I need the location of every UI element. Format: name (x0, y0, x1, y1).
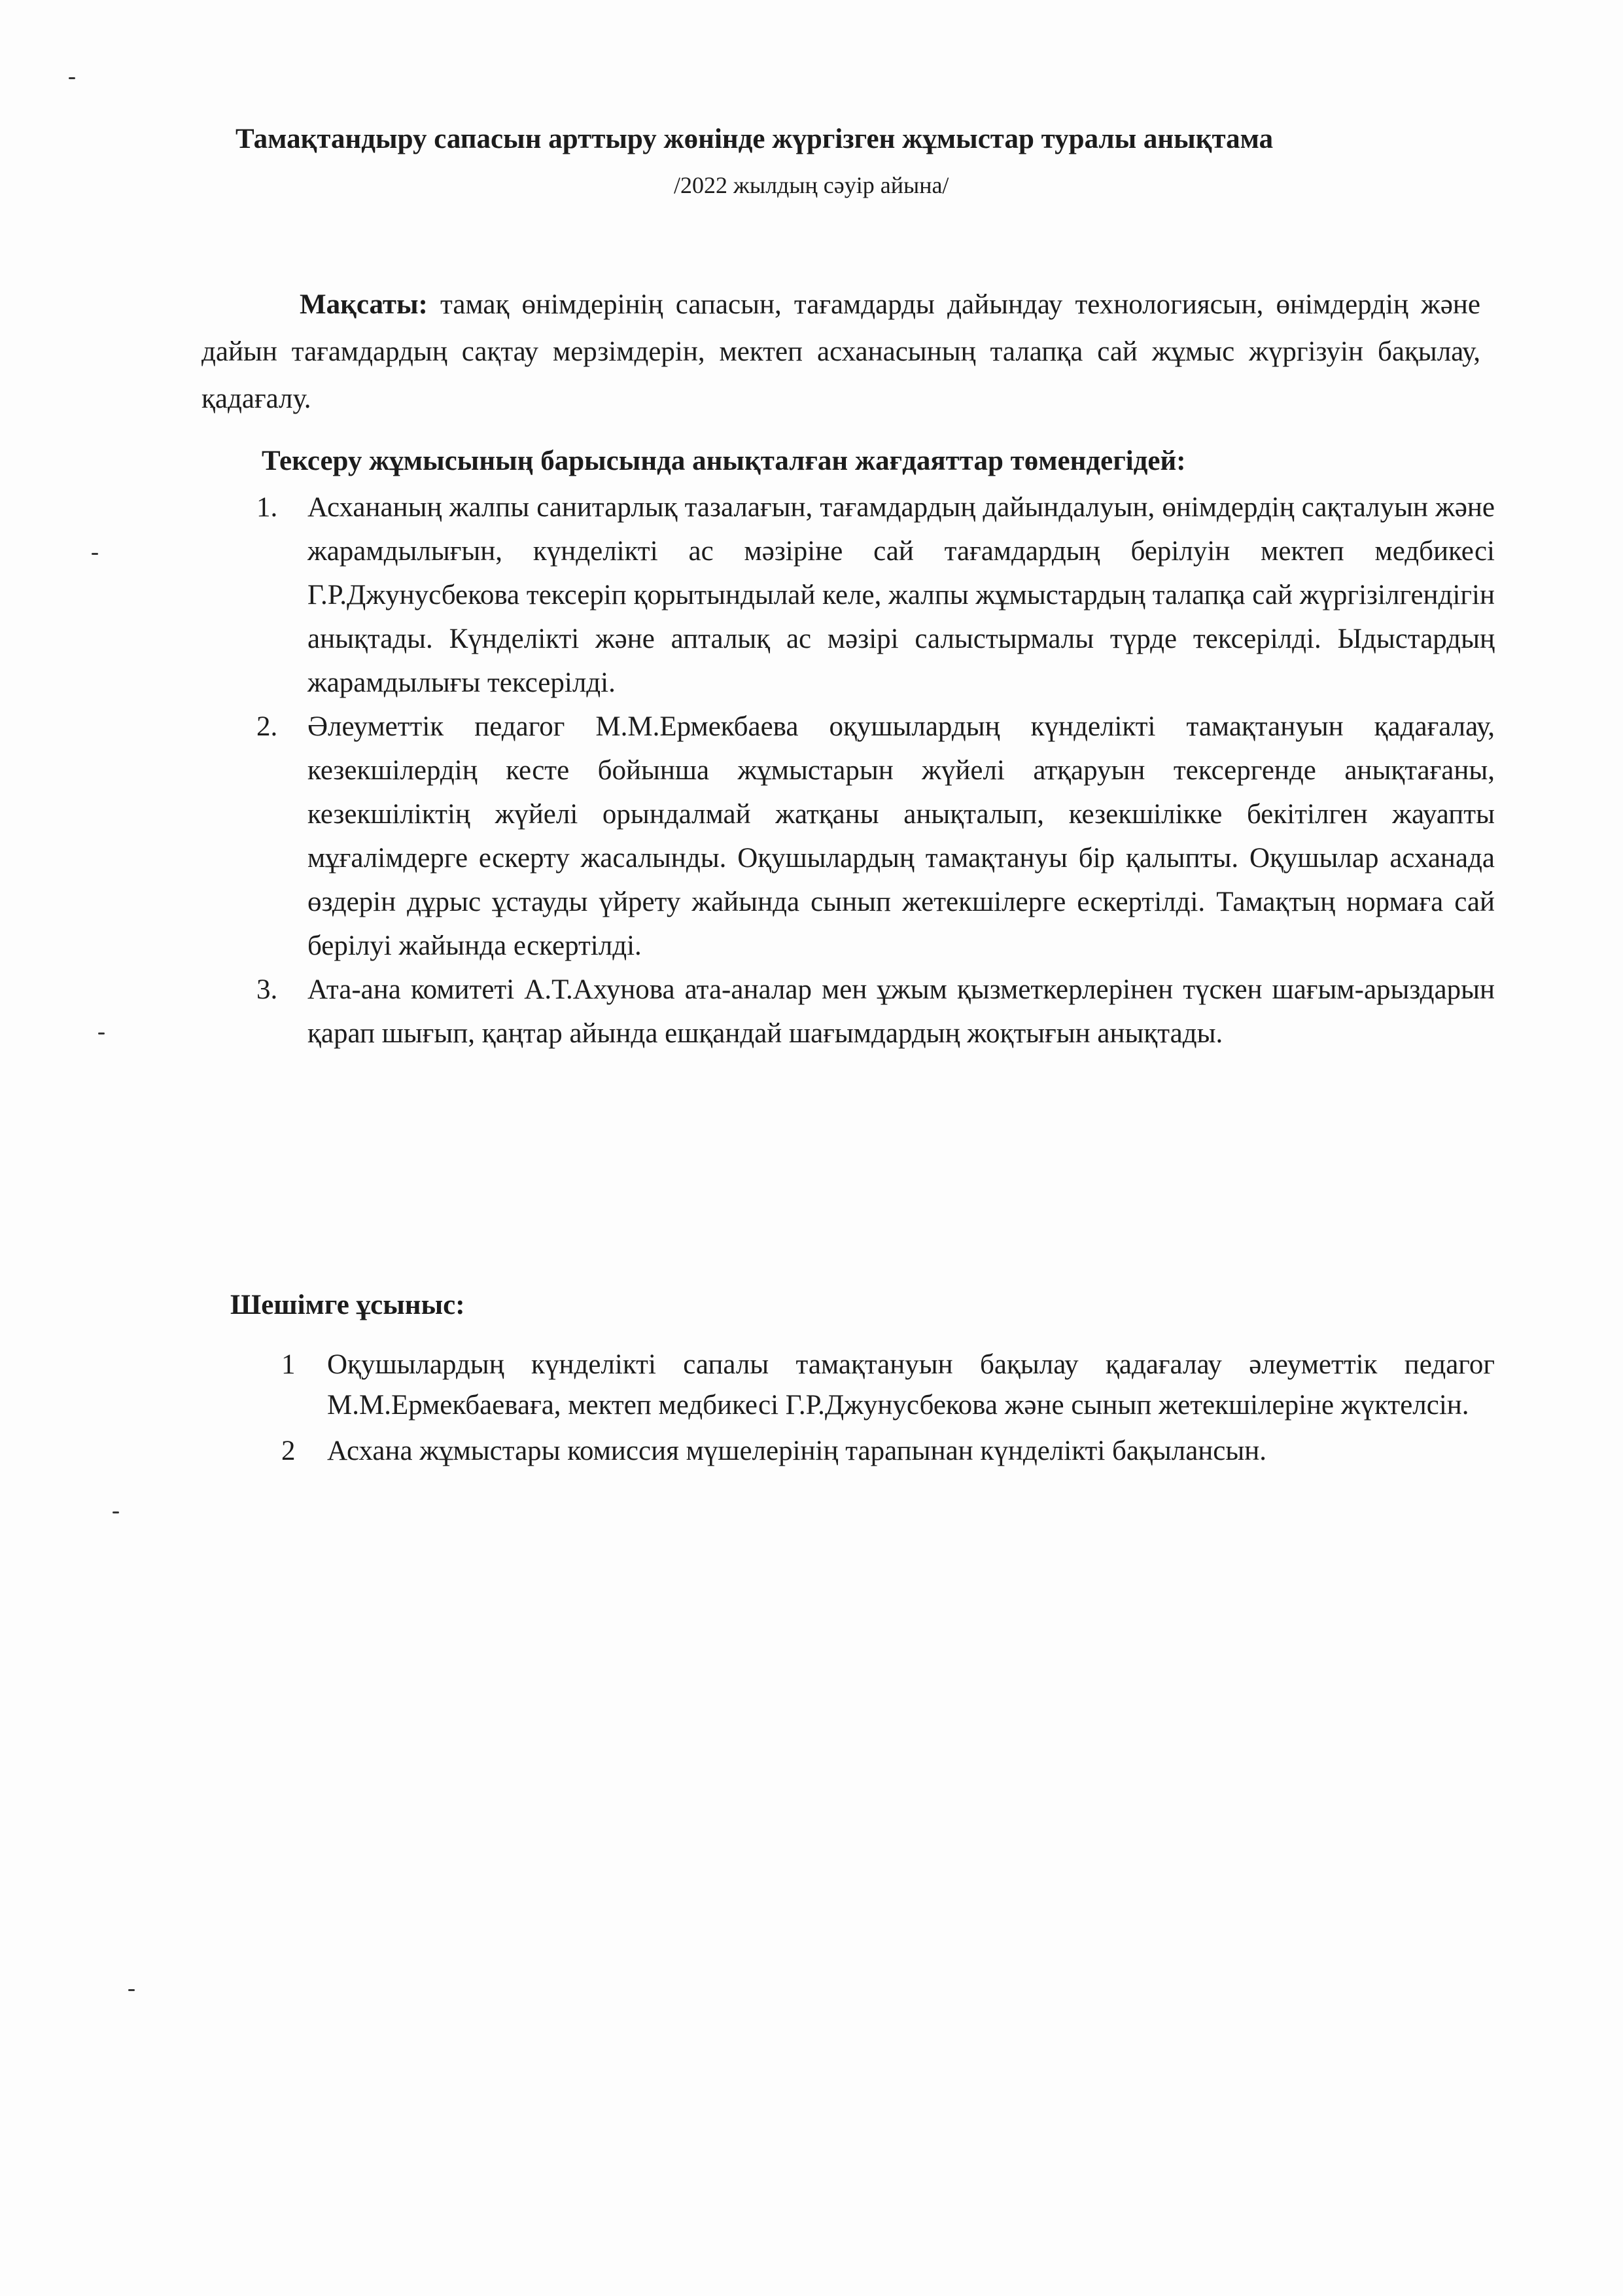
document-subtitle: /2022 жылдың сәуір айына/ (674, 172, 949, 198)
scan-speck (69, 77, 75, 79)
document-title: Тамақтандыру сапасын арттыру жөнінде жүргізген жұмыстар туралы анықтама (236, 124, 1274, 154)
purpose-paragraph (201, 281, 1480, 423)
findings-item-text: Асхананың жалпы санитарлық тазалағын, тағамдардың дайындалуын, өнімдердің сақталуын және жарамдылығын, күнделікті ас мәзіріне сай тағамдардың берілуін мектеп медбикесі Г.Р.Джунусбекова тексеріп қорытындылай келе, жалпы жұмыстардың талапқа сай жүргізілгендігін анықтады. Күнделікті және апталық ас мәзірі салыстырмалы түрде тексерілді. Ыдыстардың жарамдылығы тексерілді. (307, 492, 1495, 698)
findings-item-text: Ата-ана комитеті А.Т.Ахунова ата-аналар мен ұжым қызметкерлерінен түскен шағым-арыздарын қарап шығып, қаңтар айында ешқандай шағымдардың жоқтығын анықтады. (307, 974, 1495, 1049)
scan-speck (98, 1033, 105, 1034)
findings-item (249, 705, 1495, 968)
scan-speck (128, 1989, 135, 1991)
proposal-list (275, 1345, 1495, 1477)
findings-item-number: 2. (256, 711, 278, 742)
findings-item-number: 1. (256, 492, 278, 523)
proposal-item-number: 1 (281, 1349, 296, 1380)
proposal-item-text: Оқушылардың күнделікті сапалы тамақтануын бақылау қадағалау әлеуметтік педагог М.М.Ермекбаеваға, мектеп медбикесі Г.Р.Джунусбекова және сынып жетекшілеріне жүктелсін. (327, 1349, 1495, 1421)
proposal-heading: Шешімге ұсыныс: (230, 1290, 465, 1320)
findings-item (249, 968, 1495, 1055)
findings-item (249, 486, 1495, 705)
scan-speck (92, 553, 98, 555)
findings-item-number: 3. (256, 974, 278, 1005)
proposal-item (275, 1431, 1495, 1472)
proposal-item-number: 2 (281, 1436, 296, 1466)
proposal-item (275, 1345, 1495, 1426)
findings-heading: Тексеру жұмысының барысында анықталған жағдаяттар төмендегідей: (262, 446, 1186, 476)
findings-list (249, 486, 1495, 1055)
purpose-label: Мақсаты: (300, 289, 428, 320)
purpose-text: тамақ өнімдерінің сапасын, тағамдарды дайындау технологиясын, өнімдердің және дайын тағамдардың сақтау мерзімдерін, мектеп асханасының талапқа сай жұмыс жүргізуін бақылау, қадағалу. (201, 289, 1480, 414)
findings-item-text: Әлеуметтік педагог М.М.Ермекбаева оқушылардың күнделікті тамақтануын қадағалау, кезекшілердің кесте бойынша жұмыстарын жүйелі атқаруын тексергенде анықтағаны, кезекшіліктің жүйелі орындалмай жатқаны анықталып, кезекшілікке бекітілген жауапты мұғалімдерге ескерту жасалынды. Оқушылардың тамақтануы бір қалыпты. Оқушылар асханада өздерін дұрыс ұстауды үйрету жайында сынып жетекшілерге ескертілді. Тамақтың нормаға сай берілуі жайында ескертілді. (307, 711, 1495, 961)
scan-speck (113, 1511, 119, 1513)
proposal-item-text: Асхана жұмыстары комиссия мүшелерінің тарапынан күнделікті бақылансын. (327, 1436, 1267, 1466)
